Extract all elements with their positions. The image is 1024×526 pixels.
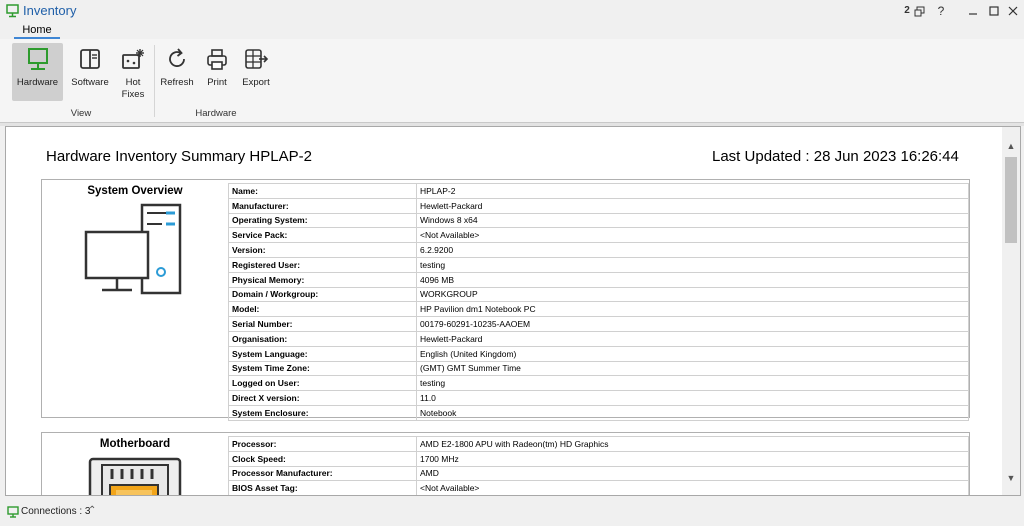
group-label-view: View — [70, 108, 92, 119]
property-label: Name: — [229, 184, 417, 199]
print-button-label: Print — [207, 77, 227, 88]
property-value: testing — [417, 376, 969, 391]
printer-icon — [205, 47, 229, 73]
property-value: testing — [417, 257, 969, 272]
refresh-icon — [165, 47, 189, 73]
report-title: Hardware Inventory Summary HPLAP-2 — [46, 148, 312, 165]
software-button[interactable] — [66, 43, 114, 101]
property-value: <Not Available> — [417, 481, 969, 496]
table-row — [229, 391, 969, 406]
monitor-icon — [26, 47, 50, 73]
property-label: Registered User: — [229, 257, 417, 272]
property-value: Hewlett-Packard — [417, 331, 969, 346]
property-value: 4096 MB — [417, 272, 969, 287]
export-button-label: Export — [242, 77, 270, 88]
table-row — [229, 451, 969, 466]
table-row — [229, 287, 969, 302]
property-value: 11.0 — [417, 391, 969, 406]
report-pane — [5, 126, 1021, 496]
table-row — [229, 361, 969, 376]
property-label: System Time Zone: — [229, 361, 417, 376]
refresh-button-label: Refresh — [160, 77, 194, 88]
property-label: Serial Number: — [229, 317, 417, 332]
group-label-hardware: Hardware — [195, 108, 237, 119]
count-badge: 2 — [904, 5, 910, 16]
hotfixes-button[interactable] — [116, 43, 150, 103]
motherboard-section — [41, 432, 970, 496]
property-label: Logged on User: — [229, 376, 417, 391]
table-row — [229, 257, 969, 272]
property-value: 1700 MHz — [417, 451, 969, 466]
refresh-button[interactable] — [158, 43, 196, 101]
ribbon-tab-row — [0, 22, 1024, 39]
export-grid-icon — [243, 47, 269, 73]
computer-icon — [6, 4, 19, 18]
table-row — [229, 184, 969, 199]
property-value: HPLAP-2 — [417, 184, 969, 199]
status-bar — [0, 500, 1024, 526]
software-button-label: Software — [71, 77, 109, 88]
hardware-button[interactable] — [12, 43, 63, 101]
property-value: (GMT) GMT Summer Time — [417, 361, 969, 376]
property-value: WORKGROUP — [417, 287, 969, 302]
connections-count[interactable]: Connections : 3 — [21, 506, 91, 517]
property-label: BIOS Asset Tag: — [229, 481, 417, 496]
property-value: AMD — [417, 466, 969, 481]
hotfixes-label-line1: Hot — [125, 77, 141, 88]
table-row — [229, 317, 969, 332]
property-value: Windows 8 x64 — [417, 213, 969, 228]
table-row — [229, 302, 969, 317]
property-label: Clock Speed: — [229, 451, 417, 466]
property-label: System Enclosure: — [229, 405, 417, 420]
ribbon-group-separator — [154, 45, 155, 117]
close-button[interactable] — [1006, 2, 1020, 20]
property-label: Domain / Workgroup: — [229, 287, 417, 302]
scroll-thumb[interactable] — [1005, 157, 1017, 243]
vertical-scrollbar[interactable] — [1002, 127, 1020, 495]
motherboard-title: Motherboard — [99, 438, 171, 450]
table-row — [229, 228, 969, 243]
property-label: Direct X version: — [229, 391, 417, 406]
window-panel-icon — [78, 47, 102, 73]
property-value: 00179-60291-10235-AAOEM — [417, 317, 969, 332]
property-value: Hewlett-Packard — [417, 198, 969, 213]
patch-icon — [120, 47, 146, 73]
table-row — [229, 272, 969, 287]
chevron-up-icon[interactable]: ⌃ — [88, 505, 97, 516]
system-overview-table — [228, 183, 969, 421]
tab-home[interactable]: Home — [14, 22, 60, 39]
hotfixes-label-line2: Fixes — [121, 89, 145, 100]
ribbon — [0, 39, 1024, 122]
property-label: Model: — [229, 302, 417, 317]
table-row — [229, 376, 969, 391]
table-row — [229, 346, 969, 361]
property-label: Physical Memory: — [229, 272, 417, 287]
property-label: System Language: — [229, 346, 417, 361]
hardware-button-label: Hardware — [16, 77, 59, 88]
motherboard-chip-icon — [42, 455, 228, 496]
table-row — [229, 213, 969, 228]
property-label: Version: — [229, 243, 417, 258]
property-label: Processor: — [229, 437, 417, 452]
scroll-down-icon[interactable]: ▼ — [1006, 473, 1016, 483]
table-row — [229, 331, 969, 346]
property-value: Notebook — [417, 405, 969, 420]
property-value: HP Pavilion dm1 Notebook PC — [417, 302, 969, 317]
last-updated: Last Updated : 28 Jun 2023 16:26:44 — [712, 148, 959, 165]
property-value: 6.2.9200 — [417, 243, 969, 258]
restore-windows-icon[interactable] — [912, 2, 926, 20]
connections-icon — [7, 506, 19, 518]
help-button[interactable]: ? — [937, 4, 945, 18]
table-row — [229, 405, 969, 420]
property-label: Processor Manufacturer: — [229, 466, 417, 481]
table-row — [229, 466, 969, 481]
table-row — [229, 198, 969, 213]
system-overview-title: System Overview — [87, 185, 183, 197]
title-bar — [0, 0, 1024, 22]
property-label: Service Pack: — [229, 228, 417, 243]
property-label: Manufacturer: — [229, 198, 417, 213]
table-row — [229, 437, 969, 452]
property-value: English (United Kingdom) — [417, 346, 969, 361]
maximize-button[interactable] — [987, 2, 1001, 20]
desktop-computer-icon — [42, 202, 228, 302]
table-row — [229, 243, 969, 258]
property-value: AMD E2-1800 APU with Radeon(tm) HD Graphics — [417, 437, 969, 452]
system-overview-section — [41, 179, 970, 418]
export-button[interactable] — [238, 43, 274, 101]
property-label: Organisation: — [229, 331, 417, 346]
scroll-up-icon[interactable]: ▲ — [1006, 141, 1016, 151]
window-title: Inventory — [23, 3, 77, 18]
motherboard-table — [228, 436, 969, 496]
property-label: Operating System: — [229, 213, 417, 228]
table-row — [229, 481, 969, 496]
minimize-button[interactable] — [966, 2, 980, 20]
property-value: <Not Available> — [417, 228, 969, 243]
print-button[interactable] — [201, 43, 233, 101]
